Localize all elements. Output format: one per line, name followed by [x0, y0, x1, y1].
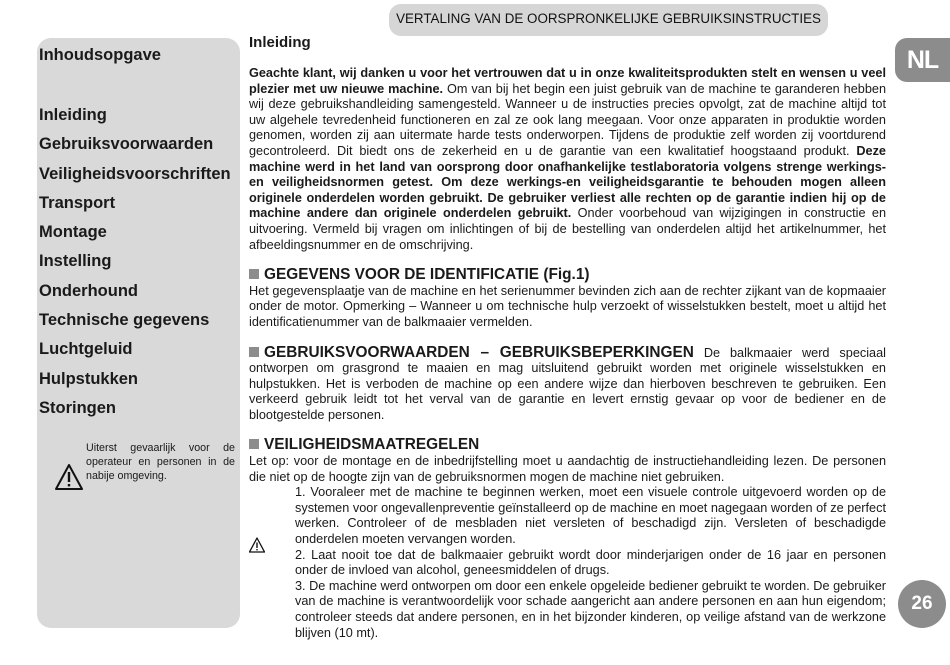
- warning-legend: [37, 438, 240, 498]
- warning-triangle-icon: [249, 537, 265, 553]
- safety-item-1: 1. Vooraleer met de machine te beginnen werken, moet een visuele controle uitgevoerd worden op de systemen voor ongevallenpreventie geïnstalleerd op de machine en moet nagegaan worden of ze perfect werken. Controleer of de mesbladen niet versleten of beschadigd zijn. Versleten of beschadigde onderdelen moeten vervangen worden.: [295, 485, 886, 547]
- safety-items: [295, 485, 886, 641]
- intro-heading: Inleiding: [249, 34, 311, 51]
- toc-item-onderhound[interactable]: Onderhound: [39, 281, 138, 300]
- toc-sidebar: [37, 38, 240, 628]
- safety-heading: VEILIGHEIDSMAATREGELEN: [264, 436, 480, 454]
- safety-section: [249, 437, 886, 641]
- toc-item-technische-gegevens[interactable]: Technische gegevens: [39, 311, 210, 330]
- header-title: VERTALING VAN DE OORSPRONKELIJKE GEBRUIKSINSTRUCTIES: [389, 4, 828, 36]
- page-number: 26: [898, 580, 946, 628]
- usage-text: De balkmaaier werd speciaal ontworpen om grasgrond te maaien en mag uitsluitend gebruikt worden met originele wisselstukken en hulpstukken. Het is verboden de machine op een andere wijze dan hierboven beschreven te gebruiken. Een verkeerd gebruik leidt tot het verval van de garantie en levert ernstig gevaar op voor de bediener en de blootgestelde personen.: [249, 345, 886, 422]
- toc-item-inleiding[interactable]: Inleiding: [39, 106, 107, 124]
- toc-item-veiligheidsvoorschriften[interactable]: Veiligheidsvoorschriften: [39, 164, 231, 183]
- toc-item-storingen[interactable]: Storingen: [39, 398, 116, 417]
- intro-text-1: Om van bij het begin een juist gebruik van de machine te garanderen hebben wij deze gebruikshandleiding samengesteld. Wanneer u de instructies precies opvolgt, zat de machine altijd tot uw algehele tevredenheid functioneren en zal ze ook lang meegaan. Voor onze apparaten in produktie worden genomen, worden zij aan uitermate harde tests onderworpen. Tijdens de produktie zelf worden zij voortdurend gecontroleerd. Dit biedt ons de zekerheid en u de garantie van een kwalitatief hoogstaand produkt.: [249, 81, 886, 158]
- safety-text: Let op: voor de montage en de inbedrijfstelling moet u aandachtig de instructiehandleiding lezen. De personen die niet op de hoogte zijn van de gebruiksnormen mogen de machine niet gebruiken.: [249, 454, 886, 484]
- safety-item-3: 3. De machine werd ontworpen om door een enkele opgeleide bediener gebruikt te worden. De gebruiker van de machine is verantwoordelijk voor schade aangericht aan andere personen en aan hun eigendom; controleer steeds dat andere personen, en in het bijzonder kinderen, op veilige afstand van de werkzone blijven (10 mt).: [295, 578, 886, 640]
- identification-section: [249, 267, 886, 330]
- toc-item-instelling[interactable]: Instelling: [39, 252, 112, 271]
- intro-text-2: Onder voorbehoud van wijzigingen in constructie en uitvoering. Vermeld bij vragen om inlichtingen of bij de bestelling van onderdelen altijd het artikelnummer, het afbeeldingsnummer en de omschrijving.: [249, 206, 887, 252]
- toc-item-hulpstukken[interactable]: Hulpstukken: [39, 369, 139, 388]
- toc-item-montage[interactable]: Montage: [39, 223, 107, 242]
- main-content: [249, 34, 886, 641]
- section-bullet-square: [249, 439, 259, 449]
- intro-bold-2: Deze machine werd in het land van oorsprong door onafhankelijke testlaboratoria volgens strenge werkings-en veiligheidsnormen getest. Om deze werkings-en veiligheidsgarantie te behouden mogen alleen originele onderdelen worden gebruikt. De gebruiker verliest alle rechten op de garantie indien hij op de machine andere dan originele onderdelen gebruikt.: [249, 143, 886, 221]
- usage-section: [249, 345, 886, 424]
- section-bullet-square: [249, 347, 259, 357]
- warning-text: Uiterst gevaarlijk voor de operateur en personen in de nabije omgeving.: [86, 442, 235, 482]
- usage-heading: GEBRUIKSVOORWAARDEN – GEBRUIKSBEPERKINGEN: [264, 343, 694, 361]
- toc-item-luchtgeluid[interactable]: Luchtgeluid: [39, 340, 133, 359]
- warning-triangle-icon: [55, 463, 83, 491]
- toc-item-gebruiksvoorwaarden[interactable]: Gebruiksvoorwaarden: [39, 135, 214, 154]
- toc-item-transport[interactable]: Transport: [39, 193, 116, 212]
- safety-item-2: 2. Laat nooit toe dat de balkmaaier gebruikt wordt door minderjarigen onder de 16 jaar en personen onder de invloed van alcohol, geneesmiddelen of drugs.: [295, 547, 886, 578]
- language-tab: NL: [895, 38, 950, 82]
- section-bullet-square: [249, 269, 259, 279]
- toc-title: Inhoudsopgave: [39, 46, 161, 64]
- intro-bold-1: Geachte klant, wij danken u voor het vertrouwen dat u in onze kwaliteitsprodukten stelt en wensen u veel plezier met uw nieuwe machine.: [249, 66, 886, 96]
- intro-paragraph: [249, 66, 886, 253]
- identification-heading: GEGEVENS VOOR DE IDENTIFICATIE (Fig.1): [264, 266, 590, 284]
- toc-list: [39, 104, 231, 426]
- identification-text: Het gegevensplaatje van de machine en het serienummer bevinden zich aan de rechter zijkant van de kopmaaier onder de motor. Opmerking – Wanneer u om technische hulp verzoekt of wisselstukken bestelt, moet u altijd het identificatienummer van de balkmaaier vermelden.: [249, 283, 886, 329]
